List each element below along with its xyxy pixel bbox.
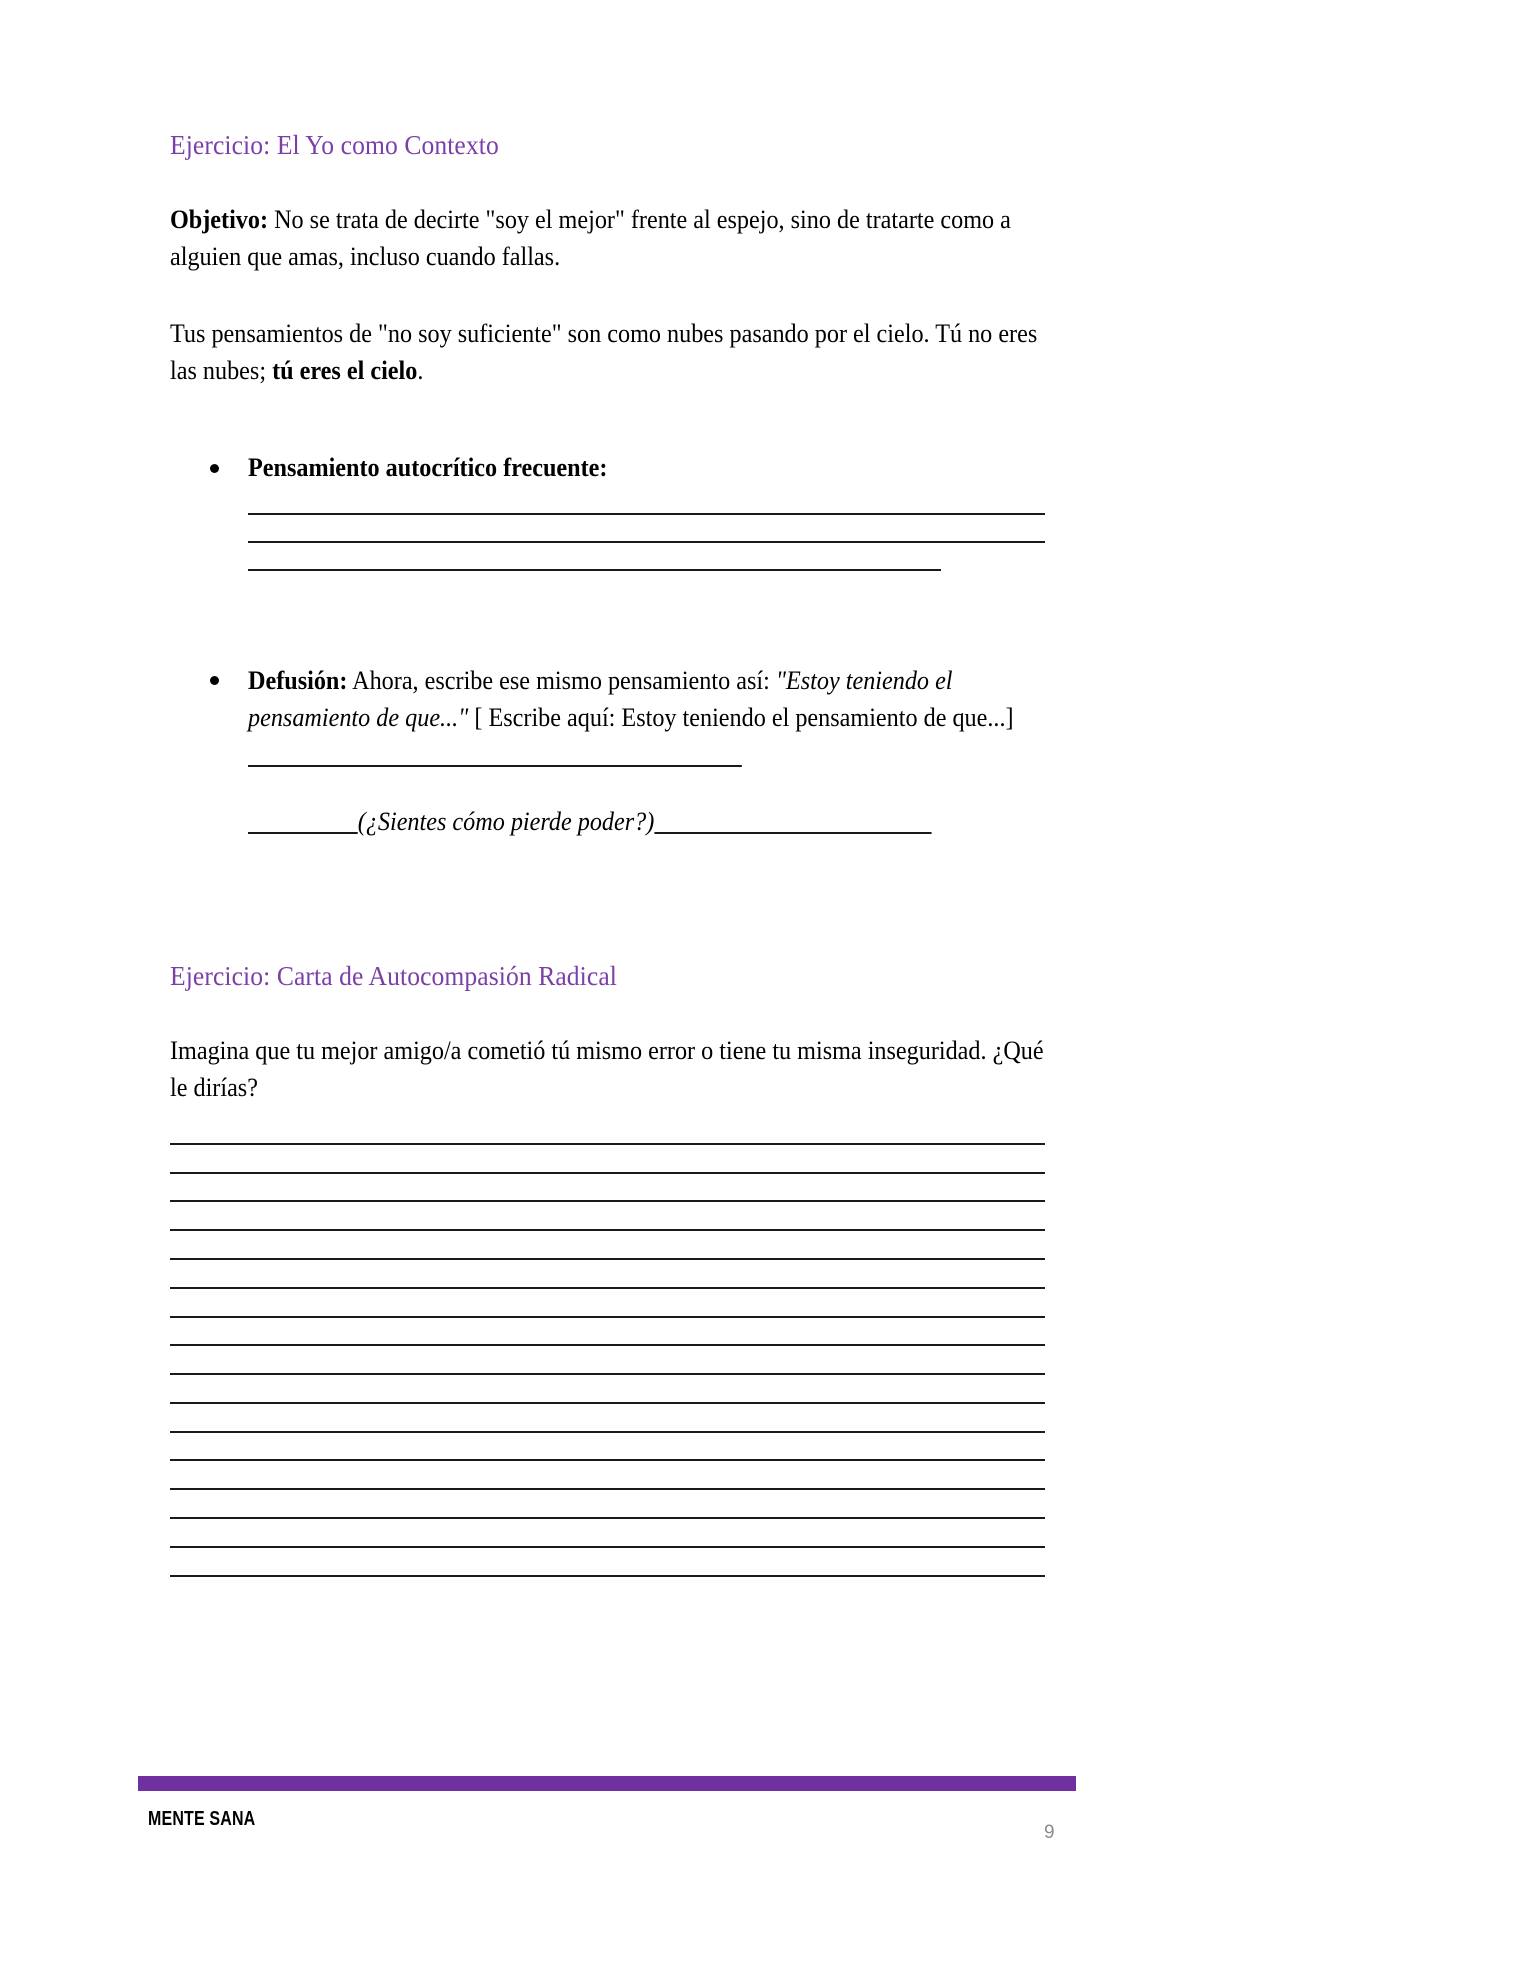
answer-rules-pensamiento (170, 513, 1045, 571)
writing-line[interactable] (170, 1316, 1045, 1318)
nubes-text-part2: . (417, 356, 424, 386)
writing-line[interactable] (170, 1344, 1045, 1346)
defusion-followup-text (248, 804, 1045, 841)
writing-line[interactable] (170, 1373, 1045, 1375)
spacer (170, 571, 1045, 663)
nubes-paragraph (170, 316, 1045, 390)
bullet-defusion (170, 663, 1045, 774)
spacer (170, 993, 1045, 1033)
footer-brand-label: MENTE SANA (148, 1808, 256, 1830)
defusion-text-a: Ahora, escribe ese mismo pensamiento así: (347, 665, 776, 695)
spacer (170, 1107, 1045, 1143)
writing-line[interactable] (170, 1459, 1045, 1461)
answer-rule-inline-tail[interactable] (654, 832, 931, 834)
writing-lines-block (170, 1143, 1045, 1577)
objetivo-paragraph (170, 202, 1045, 276)
spacer (170, 774, 1045, 804)
nubes-text-part1: Tus pensamientos de "no soy suficiente" son como nubes pasando por el cielo. Tú no eres las nubes; (170, 319, 1038, 386)
footer-accent-bar (138, 1776, 1076, 1791)
writing-line[interactable] (170, 1402, 1045, 1404)
writing-line[interactable] (170, 1488, 1045, 1490)
answer-rule-inline-short[interactable] (248, 832, 358, 834)
answer-rule-line[interactable] (248, 513, 1045, 515)
writing-line[interactable] (170, 1229, 1045, 1231)
spacer (170, 841, 1045, 959)
defusion-prompt-question: (¿Sientes cómo pierde poder?) (357, 806, 655, 836)
defusion-text-b: [ Escribe aquí: Estoy teniendo el pensamiento de que...] (468, 702, 1014, 732)
bullet-defusion-text (248, 663, 1045, 774)
writing-line[interactable] (170, 1143, 1045, 1145)
objetivo-text: No se trata de decirte "soy el mejor" frente al espejo, sino de tratarte como a alguien que amas, incluso cuando fallas. (170, 205, 1011, 272)
answer-rule-inline[interactable] (248, 765, 742, 767)
writing-line[interactable] (170, 1172, 1045, 1174)
defusion-followup-line (170, 804, 1045, 841)
bullet-lead-text: Pensamiento autocrítico frecuente: (248, 453, 608, 482)
bullet-label (248, 450, 1045, 487)
writing-line[interactable] (170, 1258, 1045, 1260)
spacer (170, 162, 1045, 202)
page-content (170, 128, 1045, 1603)
defusion-quote: "Estoy teniendo el pensamiento de que..." (248, 665, 953, 732)
carta-intro-paragraph: Imagina que tu mejor amigo/a cometió tú mismo error o tiene tu misma inseguridad. ¿Qué le dirías? (170, 1035, 1044, 1102)
objetivo-label: Objetivo: (170, 205, 269, 235)
nubes-text-emphasis: tú eres el cielo (272, 356, 418, 386)
footer-page-number: 9 (1044, 1822, 1055, 1843)
spacer (170, 390, 1045, 450)
section-heading-carta-autocompasion: Ejercicio: Carta de Autocompasión Radical (170, 959, 617, 991)
writing-line[interactable] (170, 1575, 1045, 1577)
writing-line[interactable] (170, 1287, 1045, 1289)
writing-line[interactable] (170, 1431, 1045, 1433)
writing-line[interactable] (170, 1200, 1045, 1202)
writing-line[interactable] (170, 1517, 1045, 1519)
bullet-lead-text: Defusión: (248, 665, 348, 695)
spacer (170, 276, 1045, 316)
answer-rule-line[interactable] (248, 541, 1045, 543)
bullet-dot-icon (210, 676, 219, 685)
exercise-bullet-list (170, 450, 1045, 841)
section-heading-yo-como-contexto: Ejercicio: El Yo como Contexto (170, 129, 499, 160)
bullet-dot-icon (210, 464, 219, 473)
writing-line[interactable] (170, 1546, 1045, 1548)
bullet-pensamiento-autocritico (170, 450, 1045, 487)
